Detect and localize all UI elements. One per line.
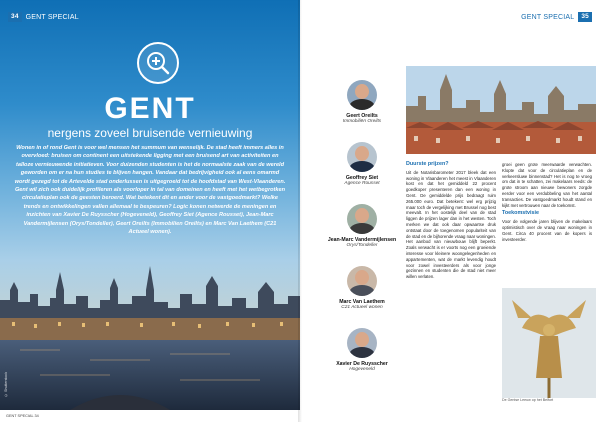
avatar [347, 204, 377, 234]
left-header [8, 12, 79, 22]
article-column-1 [406, 162, 496, 406]
person-card [312, 142, 412, 186]
right-page [300, 0, 600, 422]
photo-credit: © Shutterstock [4, 372, 8, 397]
person-card [312, 328, 412, 372]
person-role: Orys/Tondeller [346, 243, 378, 248]
right-page-number: 35 [578, 12, 592, 22]
person-name: Geert Oreilts [346, 113, 378, 119]
avatar [347, 80, 377, 110]
right-section-tag: GENT SPECIAL [521, 13, 575, 21]
right-header [521, 12, 592, 22]
col2-heading: Toekomstvisie [502, 210, 540, 217]
article-column-2 [502, 162, 592, 280]
left-page-number: 34 [8, 12, 22, 22]
left-section-tag: GENT SPECIAL [25, 13, 79, 21]
page-subtitle: nergens zoveel bruisende vernieuwing [47, 126, 253, 140]
person-role: C21 Actueel wonen [341, 305, 383, 310]
col2-text: groei geen grote meerwaarde verwachten. Klopte dat voor de circulatieplan en de verkeersluwe binnenstad? Het is nog te vroeg om dat in te schatten, zei makelaars reeds: de grote stroom aan nieuwe bewoners zorgde eerder voor een verdubbeling van het aantal transacties. De vastgoedmarkt houdt stand en kijkt met vertrouwen naar de toekomst. [502, 162, 592, 208]
person-name: Jean-Marc Vandermijlensen [327, 237, 397, 243]
person-card [312, 80, 412, 124]
page-spine [298, 0, 302, 422]
ghent-canal-photo [0, 260, 300, 410]
avatar [347, 266, 377, 296]
avatar [347, 142, 377, 172]
ghent-city-photo [406, 66, 596, 154]
avatar [347, 328, 377, 358]
col1-heading: Duurste prijzen? [406, 161, 449, 167]
photo-caption: De Gentse Leeuw op het Belfort [502, 398, 554, 402]
person-card [312, 204, 412, 248]
left-footer: GENT SPECIAL 34 [6, 414, 39, 418]
intro-paragraph: Wonen in of rond Gent is voor wel mensen het summum van wenselijk. De stad heeft immers alles in overvloed: bruisen om continent een uitstekende ligging met een bruisend art van activiteiten en talloze vernieuwende initiatieven. Voor duizenden studenten is het de normaalste zaak van de wereld geworden om er na hun studies te blijven hangen. Vandaar dat bedrijvigheid ook al eens omarmd wordt gezegd tot de Artevelde stad onderlussen is uitgegroeid tot de hoofdstad van West-Vlaanderen. Gent wil zich ook duidelijk profileren als voorloper in tal van domeinen en heeft met het wetbegrotken circulatieplan ook de geesten beroerd. Wat betekent dit en ander voor de vastgoedmarkt? Welke trends en ontwikkelingen vallen allemaal te bespeuren? Logic konen netwerde de meningen en inzichten van Xavier De Ruysscher (Hogeveneld), Geoffrey Siet (Agence Rousset), Jean-Marc Vandermijlensen (Orys/Tondeller), Geert Oreilts (Immobilien Oreilts) en Marc Van Laethem (C21 Actueel wonen). [14, 145, 286, 236]
person-role: Immobiliën Oreilts [342, 119, 382, 124]
person-role: Agence Rousset [344, 181, 380, 186]
person-role: Hogeveneld [349, 367, 375, 372]
belfry-dragon-photo [502, 288, 596, 398]
zoom-in-icon [137, 42, 179, 84]
col1-text: Uit de Notarisbarometer 2017 bleek dat een woning in Vlaanderen het meest in Vlaanderen kost en dat het gemiddeld 22 procent goedkoper presenteren dan een woning in Gent. De gemiddelde prijs bedraagt ruim 265.000 euro. Dat betekent: wel erg prijzig maar toch de vergelijking met Brussel nog best meevalt. In het oostelijk deel van de stad liggen de prijzen lager dan in het westen. Toch merken we dat ook daar opwaartse druk ontstaat door de toegenomen populariteit van de stad en de bijhorende vraag naar woningen. Het aanbod van nieuwbouw blijft beperkt. Zoals verwacht is er voorts nog een groeiende interesse voor kleinere woongelegenheden en appartementen, wat de markt levendig houdt voor zowel investeerders als voor jonge gezinnen en studenten die de stad niet meer willen verlaten. [406, 169, 496, 280]
page-title: GENT [104, 92, 196, 125]
person-card [312, 266, 412, 310]
col2-text2: Voor de volgende jaren blijven de makelaars optimistisch over de vraag naar woningen in Gent. Circa 40 procent van de kopers is investeerder. [502, 219, 592, 242]
person-name: Marc Van Laethem [339, 299, 385, 305]
person-name: Xavier De Ruysscher [336, 361, 388, 367]
person-name: Geoffrey Siet [345, 175, 379, 181]
